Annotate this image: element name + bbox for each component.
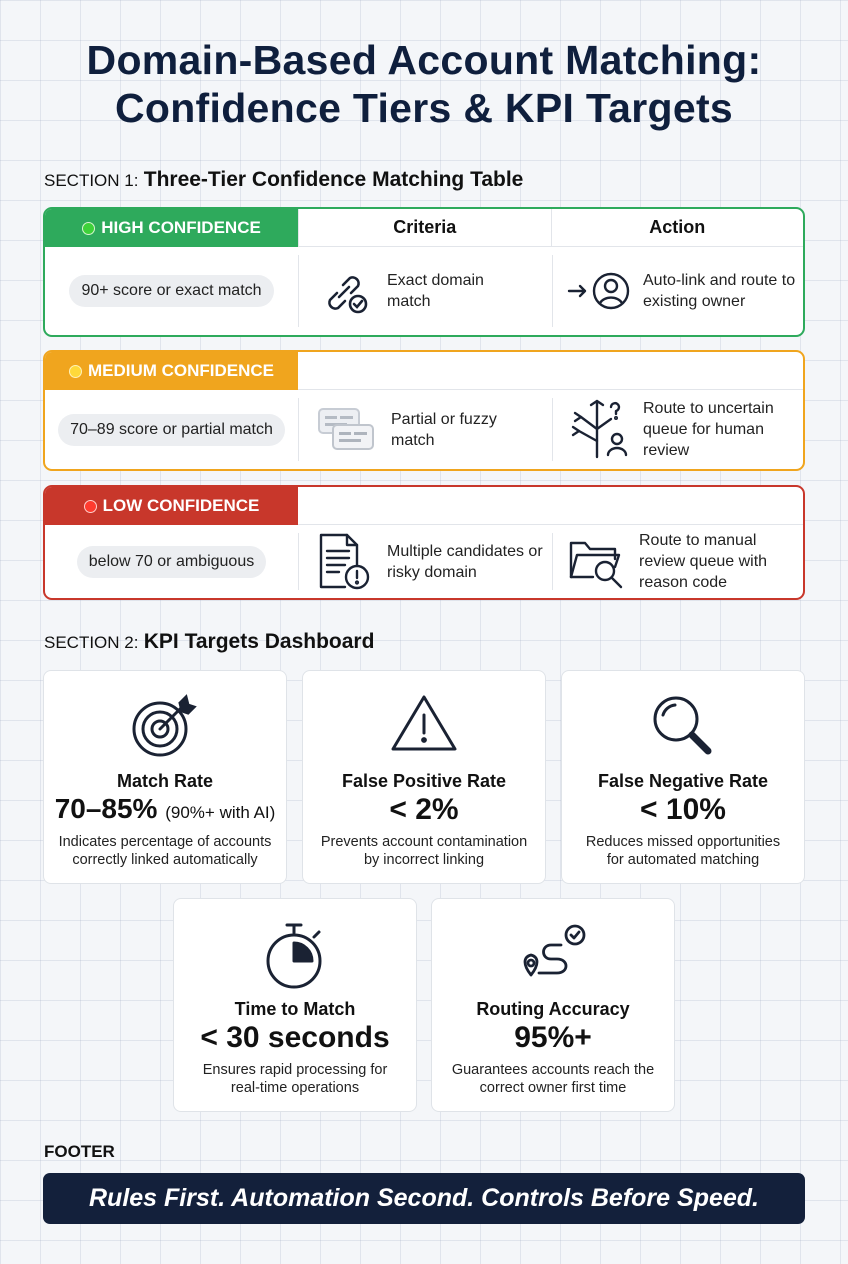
kpi-desc-line: Guarantees accounts reach the xyxy=(451,1062,655,1078)
section-2-name: KPI Targets Dashboard xyxy=(143,630,375,653)
criteria-cell xyxy=(298,533,552,590)
page-title xyxy=(0,36,848,132)
kpi-icon-wrap xyxy=(562,693,804,759)
folder-search-icon xyxy=(567,535,627,589)
kpi-value: 70–85% xyxy=(54,793,158,824)
kpi-description xyxy=(182,1061,408,1097)
kpi-title: False Positive Rate xyxy=(341,771,507,791)
magnifier-icon xyxy=(648,693,718,759)
score-cell xyxy=(45,247,298,335)
criteria-cell xyxy=(298,255,552,327)
target-icon xyxy=(130,693,200,759)
column-header-action: Action xyxy=(551,209,804,246)
route-check-icon xyxy=(517,921,589,991)
tier-badge-low xyxy=(45,487,298,525)
kpi-value-note: (90%+ with AI) xyxy=(165,803,276,822)
score-cell xyxy=(45,390,298,469)
tier-badge-medium xyxy=(45,352,298,390)
criteria-text: Exact domain match xyxy=(387,272,484,310)
tier-header xyxy=(45,352,803,390)
kpi-desc-line: Ensures rapid processing for xyxy=(202,1062,388,1078)
section-2-heading xyxy=(44,630,374,654)
kpi-desc-line: correct owner first time xyxy=(479,1080,627,1096)
kpi-value: < 30 seconds xyxy=(200,1021,390,1054)
criteria-cell xyxy=(298,398,552,461)
action-text: Route to manual review queue with reason code xyxy=(639,532,768,591)
tier-header xyxy=(45,487,803,525)
tier-row xyxy=(45,525,803,598)
title-line-2: Confidence Tiers & KPI Targets xyxy=(114,85,734,131)
action-text: Auto-link and route to existing owner xyxy=(643,272,796,310)
section-2-prefix: SECTION 2: xyxy=(44,633,139,652)
kpi-card-match-rate xyxy=(43,670,287,884)
fuzzy-cards-icon xyxy=(317,405,377,455)
tier-label: MEDIUM CONFIDENCE xyxy=(87,361,275,380)
criteria-text: Partial or fuzzy match xyxy=(391,410,497,449)
kpi-value: < 10% xyxy=(640,793,726,826)
footer-banner xyxy=(43,1173,805,1224)
arrow-user-icon xyxy=(567,269,631,313)
kpi-card-routing-accuracy xyxy=(431,898,675,1112)
kpi-desc-line: real-time operations xyxy=(230,1080,360,1096)
split-arrows-user-icon xyxy=(567,399,631,461)
kpi-desc-line: by incorrect linking xyxy=(363,852,485,868)
footer-tagline: Rules First. Automation Second. Controls Before Speed. xyxy=(89,1184,759,1212)
kpi-desc-line: correctly linked automatically xyxy=(72,852,258,868)
link-check-icon xyxy=(317,263,373,319)
kpi-icon-wrap xyxy=(303,693,545,755)
kpi-description xyxy=(440,1061,666,1097)
score-cell xyxy=(45,525,298,598)
score-pill: below 70 or ambiguous xyxy=(77,546,266,578)
kpi-desc-line: Prevents account contamination xyxy=(320,834,528,850)
section-1-prefix: SECTION 1: xyxy=(44,171,139,190)
kpi-icon-wrap xyxy=(174,921,416,991)
green-dot-icon xyxy=(82,222,95,235)
kpi-title: Match Rate xyxy=(116,771,214,791)
title-line-1: Domain-Based Account Matching: xyxy=(86,37,762,83)
kpi-value-row xyxy=(44,793,286,825)
kpi-card-false-positive-rate xyxy=(302,670,546,884)
kpi-value: 95%+ xyxy=(514,1021,592,1054)
tier-header xyxy=(45,209,803,247)
kpi-card-time-to-match xyxy=(173,898,417,1112)
section-1-heading xyxy=(44,168,523,192)
stopwatch-icon xyxy=(262,921,328,991)
kpi-value: < 2% xyxy=(389,793,459,826)
tier-label: HIGH CONFIDENCE xyxy=(101,218,261,237)
kpi-title: False Negative Rate xyxy=(597,771,769,791)
action-cell xyxy=(552,533,803,590)
kpi-title: Routing Accuracy xyxy=(476,999,630,1019)
tier-medium-confidence xyxy=(43,350,805,471)
kpi-description xyxy=(311,833,537,869)
kpi-desc-line: for automated matching xyxy=(606,852,760,868)
kpi-desc-line: Reduces missed opportunities xyxy=(585,834,781,850)
kpi-card-false-negative-rate xyxy=(561,670,805,884)
action-cell xyxy=(552,398,803,461)
tier-low-confidence xyxy=(43,485,805,600)
kpi-icon-wrap xyxy=(44,693,286,759)
score-pill: 90+ score or exact match xyxy=(69,275,273,307)
document-alert-icon xyxy=(317,531,373,593)
tier-high-confidence xyxy=(43,207,805,337)
tier-row xyxy=(45,390,803,469)
kpi-description xyxy=(52,833,278,869)
warning-icon xyxy=(389,693,459,755)
footer-label: FOOTER xyxy=(44,1142,115,1161)
tier-row xyxy=(45,247,803,335)
section-1-name: Three-Tier Confidence Matching Table xyxy=(143,168,524,191)
tier-label: LOW CONFIDENCE xyxy=(102,496,260,515)
tier-badge-high xyxy=(45,209,298,247)
score-pill: 70–89 score or partial match xyxy=(58,414,285,446)
yellow-dot-icon xyxy=(69,365,82,378)
kpi-desc-line: Indicates percentage of accounts xyxy=(58,834,272,850)
action-text: Route to uncertain queue for human review xyxy=(643,400,774,459)
criteria-text: Multiple candidates or risky domain xyxy=(387,542,543,581)
kpi-icon-wrap xyxy=(432,921,674,991)
column-header-criteria: Criteria xyxy=(298,209,551,246)
red-dot-icon xyxy=(84,500,97,513)
action-cell xyxy=(552,255,803,327)
kpi-description xyxy=(570,833,796,869)
kpi-title: Time to Match xyxy=(234,999,356,1019)
